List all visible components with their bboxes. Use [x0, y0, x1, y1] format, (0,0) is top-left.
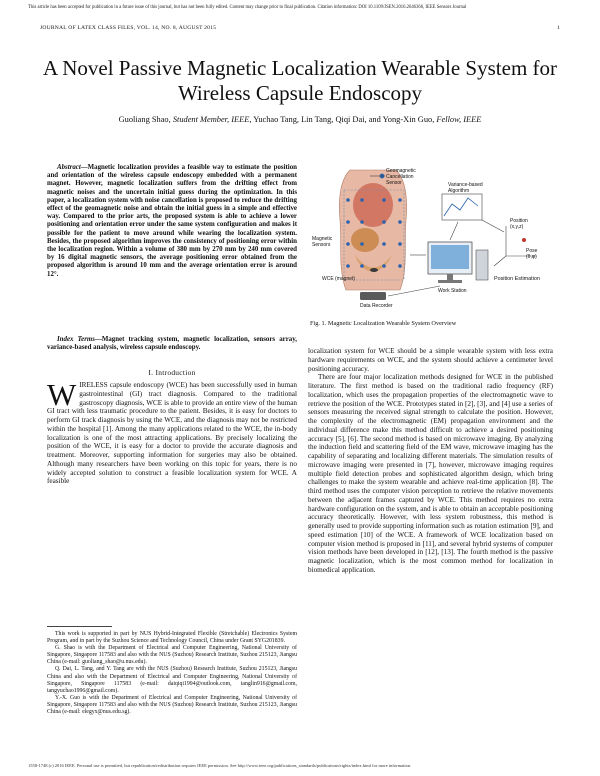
torso-illustration — [339, 170, 406, 290]
workstation-icon — [428, 242, 488, 283]
paper-title: A Novel Passive Magnetic Localization Wearable System for Wireless Capsule Endoscopy — [42, 56, 558, 105]
author-1-role: Student Member, IEEE, — [172, 115, 252, 124]
label-wce: WCE (magnet) — [322, 276, 356, 282]
paragraph-methods: There are four major localization methods designed for WCE in the published literature. The first method is based on the traditional radio frequency (RF) localization, which uses the propagation properties of the electromagnetic wave to retrieve the position of the WCE. Prototypes stated in [2], [3], and [4] use a series of sensors measuring the received signal strength to calculate the position. However, the complexity of the electromagnetic (EM) propagation environment and the individual difference make this method difficult to achieve a desired positioning accuracy [5], [6]. The second method is based on microwave imaging. By analyzing the induction field and scattering field of the EM wave, microwave imaging has the capability of separating and localizing different materials. The simulation results of microwave imaging were presented in [7], however, microwave imaging requires multiple field detection probes and sophisticated algorithm design, which bring challenges to make the system wearable and achieve real-time application [8]. The third method uses the computer vision perception to retrieve the relative movements between the adjacent frames captured by WCE. This method requires no extra hardware configuration on the system, and is able to obtain an acceptable positioning accuracy theoretically. However, with less system robustness, this method is generally used to provide supporting information such as rotation estimation [9], and speed estimation [10] of the WCE. A framework of WCE localization based on computer vision method is proposed in [11], and several hybrid systems of computer vision methods have been developed in [12], [13]. The fourth method is the passive magnetic localization, which is the most common method for localization in biomedical application. — [308, 373, 553, 574]
label-recorder: Data Recorder — [360, 303, 393, 309]
system-overview-diagram — [310, 160, 550, 310]
journal-line: JOURNAL OF LATEX CLASS FILES, VOL. 14, NO. 8, AUGUST 2015 — [40, 25, 217, 31]
label-workstation: Work Station — [438, 288, 467, 294]
label-pose: Pose (θ,φ) — [526, 248, 538, 260]
abstract-text: —Magnetic localization provides a feasible way to estimate the position and orientation of the wireless capsule endoscopy embedded with a permanent magnet. However, magnetic localization suffers from the drifting effect from magnetic noises and the uncertain initial guess during the optimization. In this paper, a localization system with noise cancellation is proposed to reduce the drifting effect of the geomagnetic noise and obtain the initial guess in a simple and effective way. Compared to the prior arts, the proposed system is able to achieve a lower positioning and orientation error under the same system configuration and makes it possible for the patient to move around while wearing the localization system. Besides, the proposed algorithm improves the consistency of positioning error within the localization region. Within a volume of 380 mm by 270 mm by 240 mm covered by 16 digital magnetic sensors, the average positioning error obtained from the proposed algorithm is around 10 mm and the average orientation error is around 12°. — [47, 164, 297, 278]
bottom-notice: 1558-1748 (c) 2016 IEEE. Personal use is permitted, but republication/redistribution requires IEEE permission. See http://www.ieee.org/publications_standards/publications/rights/index.html for more information. — [28, 763, 412, 768]
footnotes — [47, 631, 297, 716]
footnote-author-shao: G. Shao is with the Department of Electrical and Computer Engineering, National University of Singapore, Singapore 117583 and also with the NUS (Suzhou) Research Institute, Suzhou 215123, Jiangsu China (e-mail: guoliang_shao@u.nus.edu). — [47, 645, 297, 666]
intro-paragraph — [47, 377, 297, 486]
right-column-text — [308, 347, 553, 575]
label-variance: Variance-based Algorithm — [448, 182, 483, 194]
paragraph-continuation: localization system for WCE should be a simple wearable system with less extra hardware requirements on WCE, and the system should achieve a centimeter level positioning accuracy. — [308, 347, 553, 373]
label-position: Position (x,y,z) — [510, 218, 528, 230]
label-estimation: Position Estimation — [494, 276, 540, 282]
page-number: 1 — [557, 25, 560, 31]
intro-text: IRELESS capsule endoscopy (WCE) has been successfully used in human gastrointestinal (GI) tract diagnosis. Compared to the traditional gastroscopy diagnosis, WCE is able to provide an entire view of the human GI tract with less traumatic procedure to the patient. Besides, it is easy for doctors to perform GI track diagnosis by using the WCE, and the diagnosis may not be restricted within the hospital [1]. Among the many applications related to the WCE, the in-body localization is one of the most attracting applications. By precisely localizing the position of the WCE, it is easy for a doctor to provide the accurate diagnosis and treatment. Moreover, supporting information for surgeries may also be obtained. Although many researchers have been working on this topic for years, there is no widely accepted solution to construct a feasible localization system for WCE. A feasible — [47, 381, 297, 486]
footnote-funding: This work is supported in part by NUS Hybrid-Integrated Flexible (Stretchable) Electronics System Program, and in part by the Suzhou Science and Technology Council, China under Grant SYG201839. — [47, 631, 297, 645]
section-heading: I. Introduction — [148, 368, 196, 377]
abstract-label: Abstract — [57, 164, 81, 171]
footnote-authors-dai-tang: Q. Dai, L. Tang, and Y. Tang are with the NUS (Suzhou) Research Institute, Suzhou 215123, Jiangsu China and also with the Department of Electrical and Computer Engineering, National University of Singapore, Singapore 117583 (e-mail: daiqiqi1994@outlook.com, tanglin916@gmail.com, tangyuchao1996@gmail.com). — [47, 666, 297, 694]
algorithm-box — [442, 194, 482, 220]
figure-caption: Fig. 1. Magnetic Localization Wearable System Overview — [310, 320, 457, 327]
label-sensors: Magnetic Sensors — [312, 236, 333, 248]
figure-1 — [310, 160, 550, 310]
data-recorder-icon — [360, 292, 386, 300]
footnote-divider — [47, 626, 112, 627]
index-terms-text: —Magnet tracking system, magnetic localization, sensors array, variance-based analysis, wireless capsule endoscopy. — [47, 336, 297, 352]
author-rest: Yuchao Tang, Lin Tang, Qiqi Dai, and Yong-Xin Guo, — [251, 115, 437, 124]
index-terms-label: Index Terms — [57, 336, 95, 343]
label-geomagnetic: Geomagnetic Cancellation Sensor — [386, 168, 416, 186]
journal-header — [40, 25, 560, 31]
drop-cap: W — [47, 377, 77, 412]
abstract — [47, 164, 297, 279]
position-plot — [494, 226, 536, 266]
capsule-icon — [370, 268, 378, 272]
author-1: Guoliang Shao, — [118, 115, 173, 124]
top-notice: This article has been accepted for publication in a future issue of this journal, but has not been fully edited. Content may change prior to final publication. Citation information: DOI 10.1109/JSEN.2016.2646366, IEEE Sensors Journal — [28, 5, 467, 10]
footnote-author-guo: Y.-X. Guo is with the Department of Electrical and Computer Engineering, National University of Singapore, Singapore 117583 and also with the NUS (Suzhou) Research Institute, Suzhou 215123, Jiangsu China (e-mail: elegyx@nus.edu.sg). — [47, 694, 297, 716]
author-list — [40, 115, 560, 124]
author-last-role: Fellow, IEEE — [436, 115, 482, 124]
index-terms — [47, 336, 297, 352]
